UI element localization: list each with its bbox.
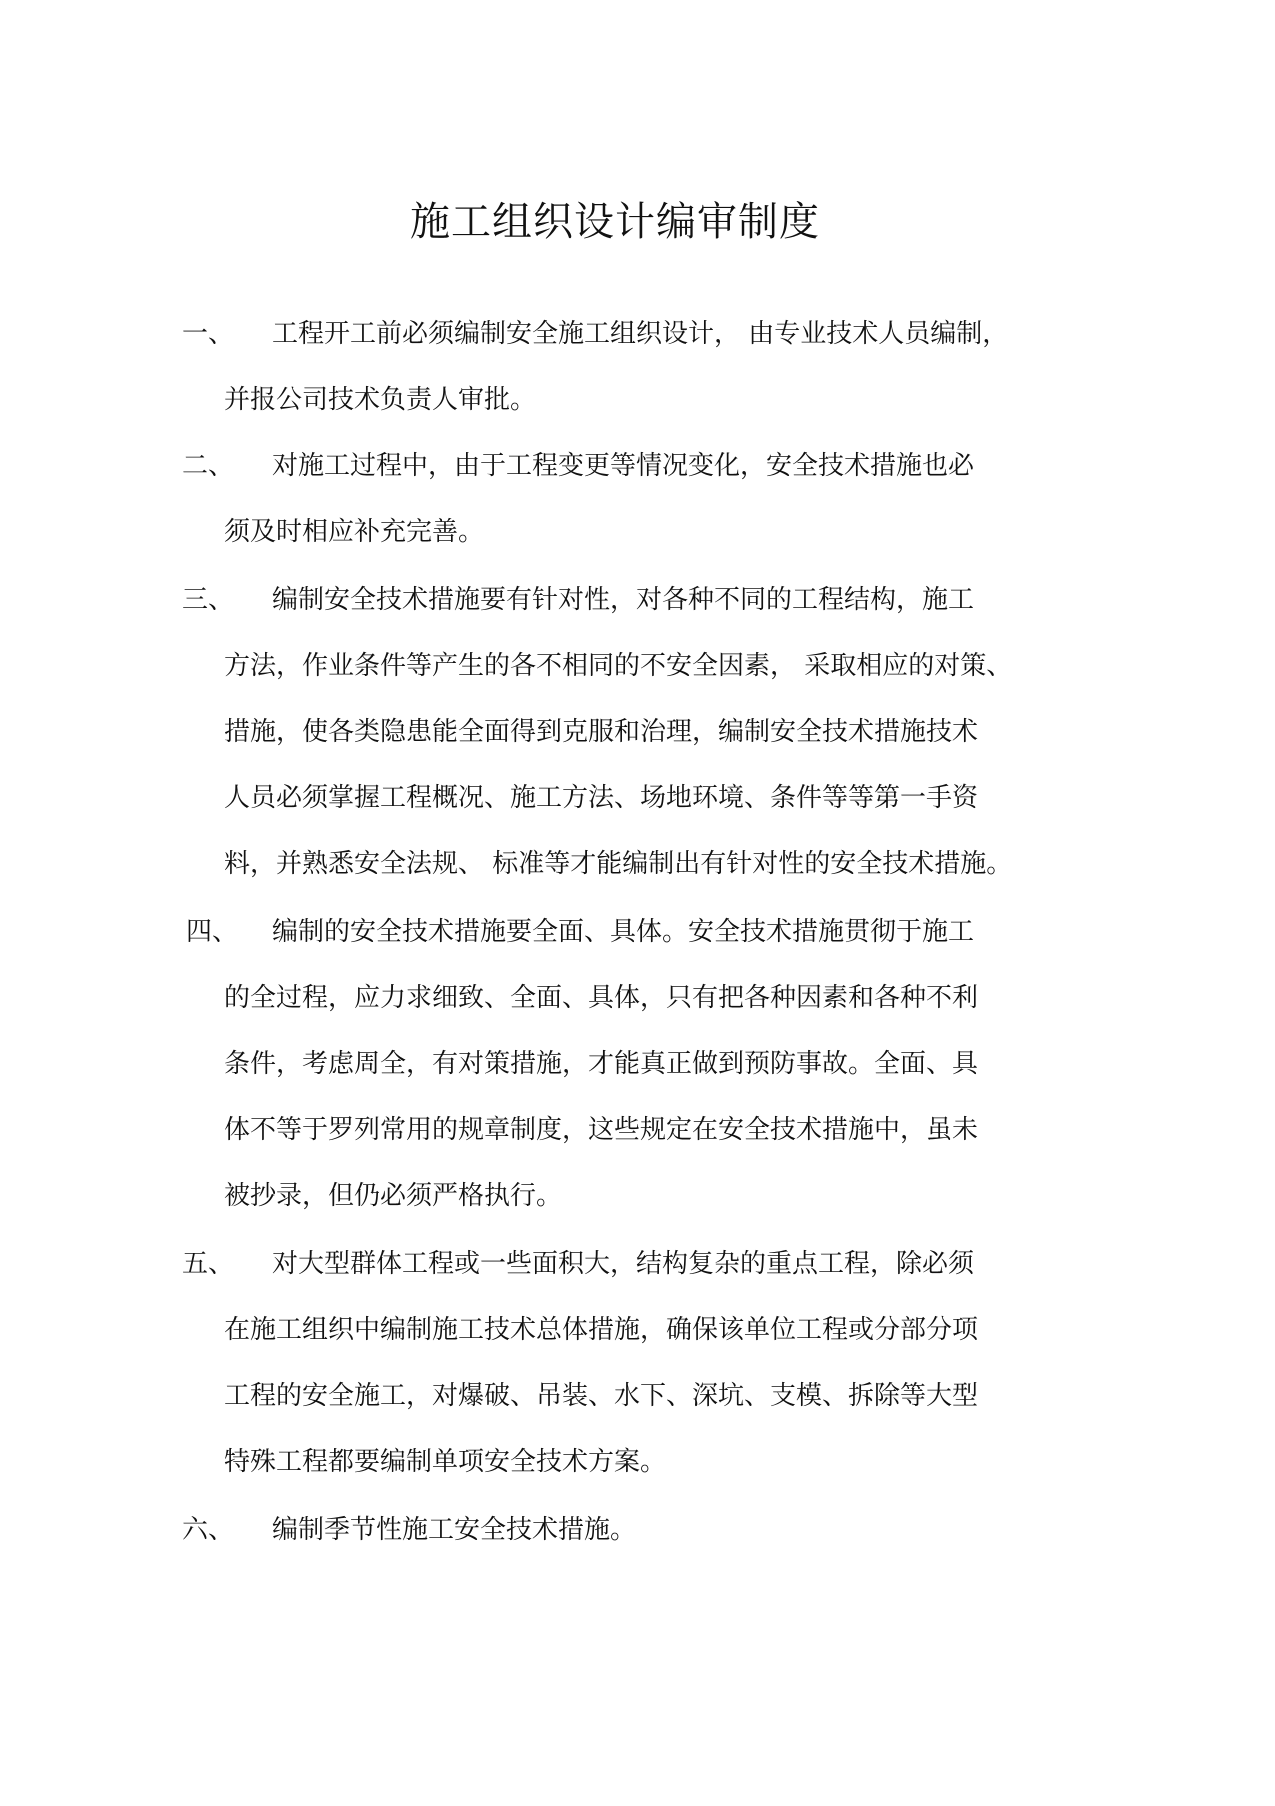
item-line: 被抄录，但仍必须严格执行。 bbox=[224, 1181, 563, 1211]
item-line: 在施工组织中编制施工技术总体措施，确保该单位工程或分部分项 bbox=[224, 1315, 979, 1345]
item-line: 须及时相应补充完善。 bbox=[224, 517, 485, 547]
item-line: 工程开工前必须编制安全施工组织设计， 由专业技术人员编制， bbox=[272, 319, 1009, 349]
item-line: 对施工过程中，由于工程变更等情况变化，安全技术措施也必 bbox=[272, 451, 975, 481]
item-line: 料，并熟悉安全法规、 标准等才能编制出有针对性的安全技术措施。 bbox=[224, 849, 1013, 879]
item-line: 并报公司技术负责人审批。 bbox=[224, 385, 537, 415]
item-number: 五、 bbox=[182, 1249, 235, 1279]
item-line: 方法，作业条件等产生的各不相同的不安全因素， 采取相应的对策、 bbox=[224, 651, 1013, 681]
item-line: 对大型群体工程或一些面积大，结构复杂的重点工程，除必须 bbox=[272, 1249, 975, 1279]
item-line: 特殊工程都要编制单项安全技术方案。 bbox=[224, 1447, 667, 1477]
item-line: 体不等于罗列常用的规章制度，这些规定在安全技术措施中，虽未 bbox=[224, 1115, 979, 1145]
item-line: 工程的安全施工，对爆破、吊装、水下、深坑、支模、拆除等大型 bbox=[224, 1381, 979, 1411]
item-number: 四、 bbox=[186, 917, 239, 947]
item-number: 六、 bbox=[182, 1515, 235, 1545]
item-line: 措施，使各类隐患能全面得到克服和治理，编制安全技术措施技术 bbox=[224, 717, 979, 747]
document-title: 施工组织设计编审制度 bbox=[410, 199, 820, 245]
item-line: 的全过程，应力求细致、全面、具体，只有把各种因素和各种不利 bbox=[224, 983, 979, 1013]
item-line: 编制安全技术措施要有针对性，对各种不同的工程结构，施工 bbox=[272, 585, 975, 615]
item-line: 人员必须掌握工程概况、施工方法、场地环境、条件等等第一手资 bbox=[224, 783, 979, 813]
item-line: 编制季节性施工安全技术措施。 bbox=[272, 1515, 637, 1545]
item-number: 二、 bbox=[182, 451, 235, 481]
item-line: 条件，考虑周全，有对策措施，才能真正做到预防事故。全面、具 bbox=[224, 1049, 979, 1079]
item-number: 一、 bbox=[182, 319, 235, 349]
item-number: 三、 bbox=[182, 585, 235, 615]
item-line: 编制的安全技术措施要全面、具体。安全技术措施贯彻于施工 bbox=[272, 917, 975, 947]
